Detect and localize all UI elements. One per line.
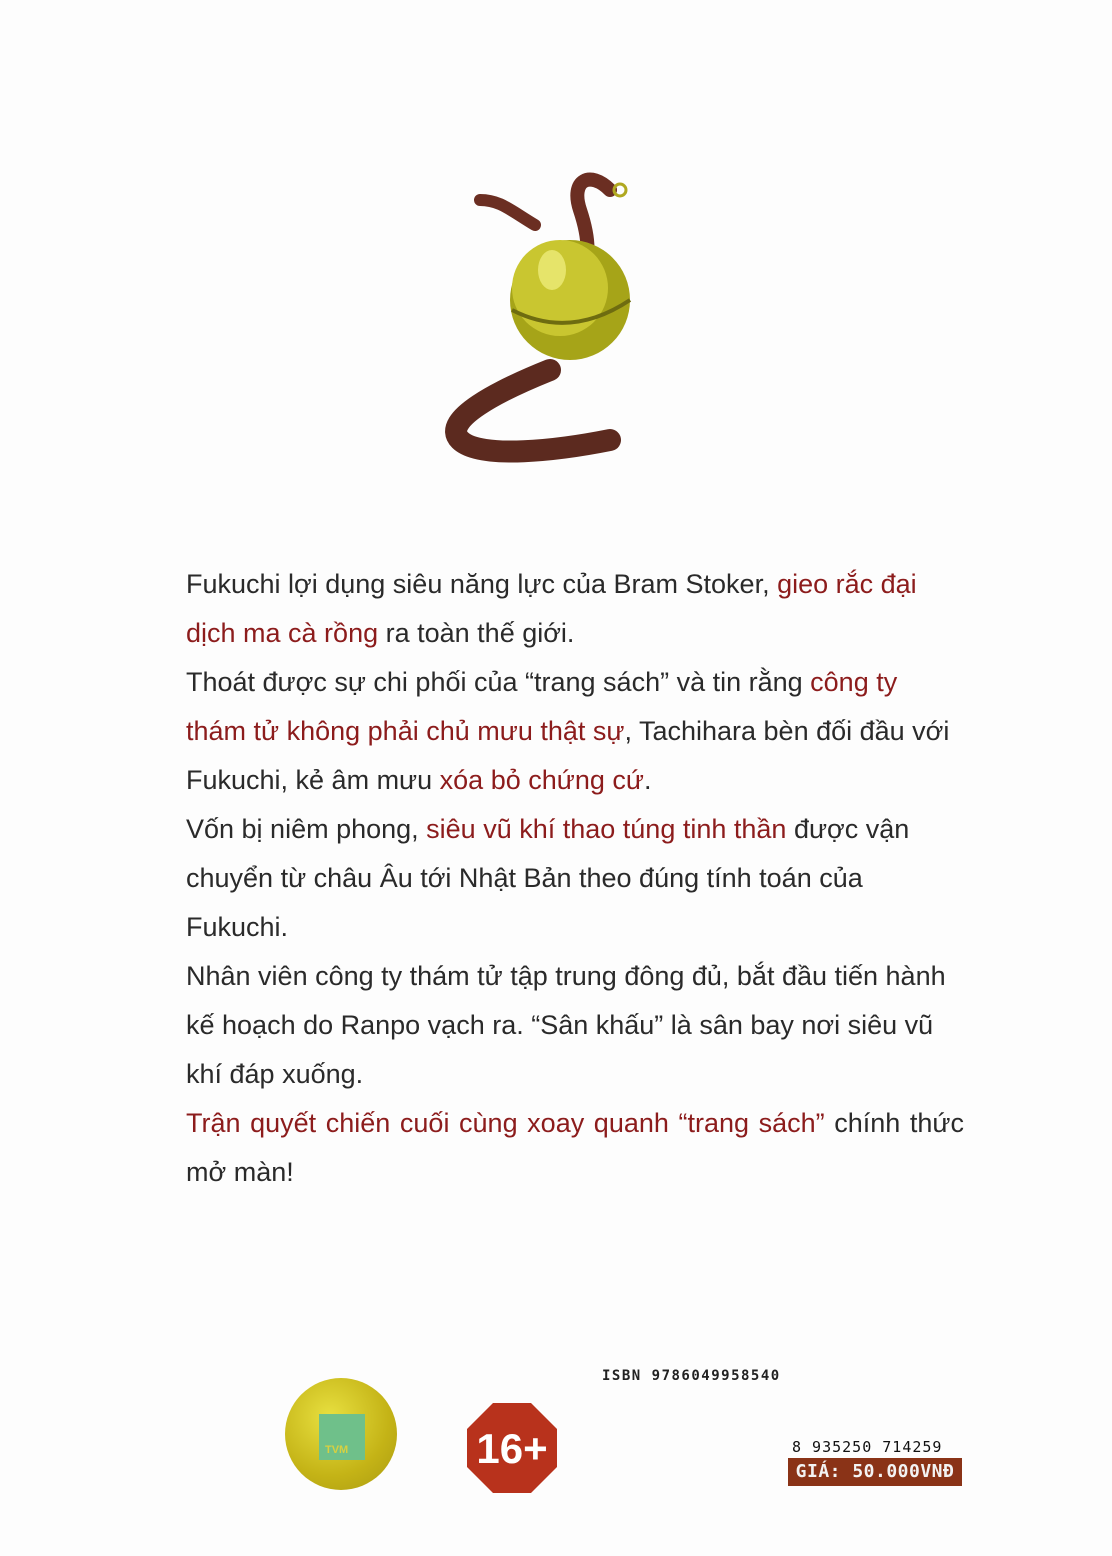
- synopsis-paragraph: [186, 952, 964, 1099]
- text-segment: chính thức mở màn!: [186, 1108, 964, 1187]
- age-rating-label: 16+: [476, 1425, 548, 1472]
- seal-text: TVM: [325, 1444, 349, 1456]
- text-segment: Vốn bị niêm phong,: [186, 814, 427, 844]
- publisher-logo: [319, 1414, 365, 1460]
- highlighted-text: Trận quyết chiến cuối cùng xoay quanh “trang sách”: [186, 1108, 825, 1138]
- barcode-number: 8 935250 714259: [792, 1438, 943, 1456]
- age-rating-badge: [467, 1403, 557, 1493]
- synopsis-paragraph: [186, 560, 964, 658]
- price-tag: GIÁ: 50.000VNĐ: [788, 1458, 962, 1486]
- text-segment: ra toàn thế giới.: [378, 618, 575, 648]
- synopsis-paragraph: [186, 805, 964, 952]
- text-segment: Fukuchi lợi dụng siêu năng lực của Bram Stoker,: [186, 569, 778, 599]
- text-segment: , Tachihara bèn đối đầu với Fukuchi, kẻ âm mưu: [186, 716, 950, 795]
- highlighted-text: siêu vũ khí thao túng tinh thần: [426, 814, 787, 844]
- synopsis-text: [186, 560, 964, 1197]
- text-segment: Thoát được sự chi phối của “trang sách” và tin rằng: [186, 667, 811, 697]
- highlighted-text: xóa bỏ chứng cứ: [439, 765, 644, 795]
- publisher-seal: [285, 1378, 397, 1490]
- synopsis-paragraph: [186, 658, 964, 805]
- synopsis-paragraph: [186, 1099, 964, 1197]
- isbn: ISBN 9786049958540: [602, 1368, 781, 1384]
- highlighted-text: gieo rắc đại dịch ma cà rồng: [186, 569, 917, 648]
- highlighted-text: công ty thám tử không phải chủ mưu thật sự: [186, 667, 898, 746]
- text-segment: Nhân viên công ty thám tử tập trung đông đủ, bắt đầu tiến hành kế hoạch do Ranpo vạch ra. “Sân khấu” là sân bay nơi siêu vũ khí đáp xuống.: [186, 961, 946, 1089]
- text-segment: .: [643, 765, 652, 795]
- text-segment: được vận chuyển từ châu Âu tới Nhật Bản theo đúng tính toán của Fukuchi.: [186, 814, 910, 942]
- bell-illustration: [440, 170, 640, 490]
